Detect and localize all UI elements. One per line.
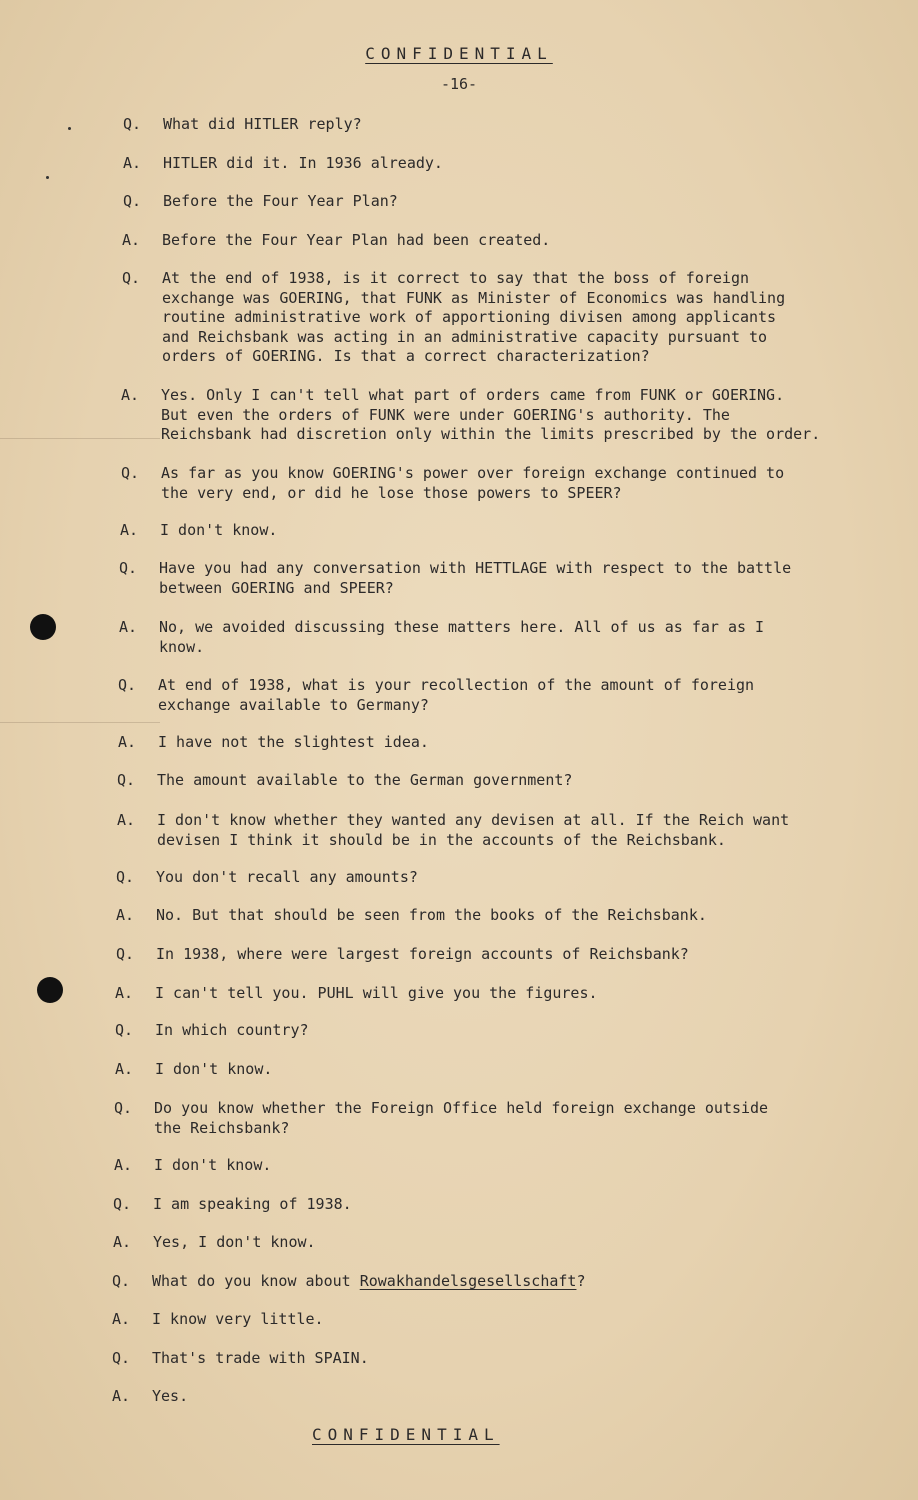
entry-text: At end of 1938, what is your recollection of the amount of foreign exchange available to Germany?: [158, 676, 755, 714]
entry-text: I don't know.: [155, 1060, 273, 1078]
speaker-label: A.: [123, 154, 142, 172]
entry-text: As far as you know GOERING's power over foreign exchange continued to the very end, or did he lose those powers to SPEER?: [161, 464, 785, 502]
page-number: -16-: [440, 75, 478, 93]
entry-text: Yes, I don't know.: [153, 1233, 316, 1251]
entry-text: No. But that should be seen from the books of the Reichsbank.: [156, 906, 707, 924]
speaker-label: Q.: [119, 559, 138, 577]
entry-text: I don't know.: [154, 1156, 272, 1174]
speaker-label: Q.: [117, 771, 136, 789]
paper-crease: [0, 722, 160, 723]
speaker-label: A.: [112, 1310, 131, 1328]
entry-text: Yes. Only I can't tell what part of orders came from FUNK or GOERING. But even the orders of FUNK were under GOERING's authority. The Reichsbank had discretion only within the limits prescribed by the order.: [161, 386, 821, 443]
entry-text: That's trade with SPAIN.: [152, 1349, 369, 1367]
speaker-label: A.: [122, 231, 141, 249]
entry-text: At the end of 1938, is it correct to say that the boss of foreign exchange was GOERING, that FUNK as Minister of Economics was handling routine administrative work of apportioning divisen among applicants and Reichsbank was acting in an administrative capacity pursuant to orders of GOERING. Is that a correct characterization?: [162, 269, 786, 365]
entry-text: I don't know whether they wanted any devisen at all. If the Reich want devisen I think it should be in the accounts of the Reichsbank.: [157, 811, 790, 849]
speaker-label: Q.: [121, 464, 140, 482]
ink-speck: [68, 127, 71, 130]
company-name-underlined: Rowakhandelsgesellschaft: [359, 1272, 577, 1290]
speaker-label: A.: [118, 733, 137, 751]
speaker-label: A.: [116, 906, 135, 924]
speaker-label: Q.: [116, 945, 135, 963]
paper-crease: [0, 438, 160, 439]
entry-text: I don't know.: [160, 521, 278, 539]
entry-text: I am speaking of 1938.: [153, 1195, 352, 1213]
entry-text: Have you had any conversation with HETTLAGE with respect to the battle between GOERING and SPEER?: [159, 559, 792, 597]
speaker-label: Q.: [118, 676, 137, 694]
entry-text: HITLER did it. In 1936 already.: [163, 154, 443, 172]
entry-text: Yes.: [152, 1387, 189, 1405]
header-confidential-stamp: CONFIDENTIAL: [365, 44, 553, 63]
speaker-label: A.: [113, 1233, 132, 1251]
speaker-label: A.: [114, 1156, 133, 1174]
entry-text-after: ?: [576, 1272, 586, 1290]
footer-confidential-stamp: CONFIDENTIAL: [312, 1425, 500, 1444]
speaker-label: A.: [121, 386, 140, 404]
entry-text: In 1938, where were largest foreign accounts of Reichsbank?: [156, 945, 689, 963]
speaker-label: Q.: [112, 1349, 131, 1367]
speaker-label: Q.: [123, 192, 142, 210]
entry-text: I can't tell you. PUHL will give you the figures.: [155, 984, 598, 1002]
speaker-label: Q.: [114, 1099, 133, 1117]
speaker-label: A.: [112, 1387, 131, 1405]
entry-text: You don't recall any amounts?: [156, 868, 418, 886]
speaker-label: Q.: [122, 269, 141, 287]
speaker-label: Q.: [115, 1021, 134, 1039]
speaker-label: A.: [115, 984, 134, 1002]
punch-hole: [37, 977, 63, 1003]
speaker-label: Q.: [116, 868, 135, 886]
ink-speck: [46, 176, 49, 179]
speaker-label: Q.: [123, 115, 142, 133]
entry-text: In which country?: [155, 1021, 309, 1039]
entry-text: I know very little.: [152, 1310, 324, 1328]
entry-text: The amount available to the German government?: [157, 771, 573, 789]
speaker-label: A.: [117, 811, 136, 829]
entry-text: Do you know whether the Foreign Office held foreign exchange outside the Reichsbank?: [154, 1099, 769, 1137]
speaker-label: A.: [120, 521, 139, 539]
punch-hole: [30, 614, 56, 640]
speaker-label: A.: [119, 618, 138, 636]
speaker-label: Q.: [112, 1272, 131, 1290]
entry-text-before: What do you know about: [152, 1272, 360, 1290]
entry-text: Before the Four Year Plan?: [163, 192, 398, 210]
entry-text: What did HITLER reply?: [163, 115, 362, 133]
entry-text: [152, 1272, 852, 1292]
entry-text: No, we avoided discussing these matters here. All of us as far as I know.: [159, 618, 765, 656]
entry-text: I have not the slightest idea.: [158, 733, 429, 751]
entry-text: Before the Four Year Plan had been created.: [162, 231, 551, 249]
speaker-label: A.: [115, 1060, 134, 1078]
speaker-label: Q.: [113, 1195, 132, 1213]
